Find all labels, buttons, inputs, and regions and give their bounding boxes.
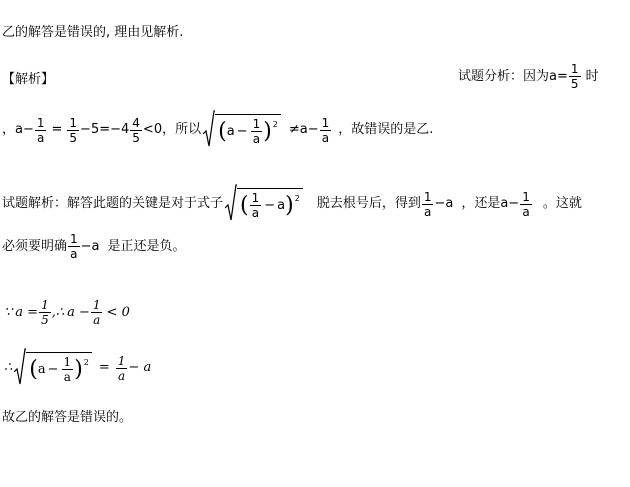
minus-a: − a bbox=[128, 360, 152, 375]
denominator: a bbox=[251, 206, 260, 220]
conclusion-line: 乙的解答是错误的, 理由见解析. bbox=[2, 25, 184, 40]
numerator: 1 bbox=[92, 298, 101, 312]
not-equal-text: ≠a− bbox=[288, 122, 319, 137]
denominator: 5 bbox=[570, 77, 579, 91]
radical-sign-icon bbox=[14, 348, 26, 388]
minus-a-text: −a bbox=[80, 238, 100, 254]
explain-lead: 试题解析：解答此题的关键是对于式子 bbox=[2, 196, 224, 211]
comma: , bbox=[51, 304, 56, 320]
sqrt-expression: ( a − $\frac{1}{a}$ ) 2 bbox=[14, 348, 92, 388]
equals-sign: = bbox=[51, 122, 63, 137]
fraction-1-over-a bbox=[520, 190, 532, 219]
fraction-1-over-a bbox=[35, 116, 47, 145]
explain-end: 。这就 bbox=[542, 196, 582, 211]
fraction-1-over-a bbox=[116, 354, 128, 383]
fraction-1-over-a bbox=[250, 191, 262, 220]
therefore-symbol: ∴ bbox=[4, 360, 13, 375]
denominator: a bbox=[118, 368, 126, 383]
explain-line-2 bbox=[2, 232, 186, 261]
variable-a: a bbox=[277, 197, 286, 213]
fraction-4-over-5 bbox=[130, 116, 142, 145]
numerator: 1 bbox=[63, 355, 72, 369]
because-symbol: ∵ bbox=[4, 304, 13, 320]
denominator: 5 bbox=[69, 130, 78, 145]
less-than-zero-text: <0，所以 bbox=[142, 122, 202, 137]
numerator: 1 bbox=[41, 298, 49, 312]
explain-line-1 bbox=[2, 184, 582, 224]
fraction-one-fifth bbox=[569, 62, 581, 91]
denominator: a bbox=[522, 204, 530, 219]
denominator: a bbox=[252, 132, 261, 146]
explain-mid: 脱去根号后，得到 bbox=[316, 196, 421, 211]
numerator: 1 bbox=[522, 189, 530, 204]
analysis-lead: ，a− bbox=[2, 122, 34, 137]
numerator: 1 bbox=[69, 115, 78, 130]
explain-line2b: 是正还是负。 bbox=[107, 238, 186, 254]
denominator: a bbox=[93, 313, 101, 327]
explain-still: ，还是a− bbox=[461, 196, 520, 211]
denominator: a bbox=[37, 130, 45, 145]
variable-a: a bbox=[226, 123, 235, 139]
fraction-1-over-a bbox=[68, 232, 80, 261]
numerator: 1 bbox=[36, 115, 45, 130]
analysis-intro bbox=[458, 62, 599, 91]
sqrt-expression: ( a − $\frac{1}{a}$ ) 2 bbox=[203, 110, 281, 150]
denominator: a bbox=[70, 247, 78, 261]
numerator: 1 bbox=[423, 189, 432, 204]
minus-five-text: −5=−4 bbox=[80, 122, 130, 137]
a-minus: a − bbox=[67, 304, 90, 320]
therefore-line bbox=[4, 348, 151, 388]
fraction-1-over-a bbox=[62, 355, 74, 384]
fraction-1-over-a bbox=[320, 116, 332, 145]
analysis-tail: ，故错误的是乙. bbox=[338, 122, 434, 137]
fraction-1-over-a bbox=[251, 117, 263, 146]
jiexi-label: 【解析】 bbox=[2, 72, 55, 87]
numerator: 1 bbox=[117, 353, 126, 368]
explain-line2a: 必须要明确 bbox=[2, 238, 68, 254]
numerator: 1 bbox=[70, 232, 78, 246]
minus-a-text: −a bbox=[434, 196, 454, 211]
radical-sign-icon bbox=[225, 184, 237, 224]
numerator: 1 bbox=[321, 115, 330, 130]
fraction-1-over-a bbox=[422, 190, 434, 219]
denominator: 5 bbox=[41, 313, 49, 327]
equals-sign: = bbox=[98, 360, 110, 375]
final-conclusion: 故乙的解答是错误的。 bbox=[2, 410, 133, 425]
fraction-1-over-5 bbox=[67, 116, 79, 145]
therefore-symbol: ∴ bbox=[55, 304, 65, 320]
fraction-1-over-a bbox=[91, 298, 103, 327]
fraction-1-over-5 bbox=[39, 298, 51, 327]
numerator: 1 bbox=[252, 117, 261, 131]
variable-a: a bbox=[37, 361, 46, 377]
denominator: 5 bbox=[132, 130, 140, 145]
denominator: a bbox=[321, 130, 330, 145]
numerator: 1 bbox=[570, 62, 579, 76]
numerator: 4 bbox=[132, 115, 140, 130]
because-line bbox=[4, 298, 130, 327]
less-than-zero: < 0 bbox=[106, 304, 130, 320]
numerator: 1 bbox=[251, 191, 260, 205]
analysis-line-2 bbox=[2, 110, 433, 150]
radical-sign-icon bbox=[203, 110, 215, 150]
sqrt-expression: ( $\frac{1}{a}$ − a ) 2 bbox=[225, 184, 303, 224]
analysis-intro-text: 试题分析：因为a= bbox=[458, 69, 568, 84]
denominator: a bbox=[63, 370, 71, 384]
denominator: a bbox=[423, 204, 432, 219]
a-equals: a = bbox=[15, 304, 39, 320]
shi-text: 时 bbox=[585, 69, 599, 84]
